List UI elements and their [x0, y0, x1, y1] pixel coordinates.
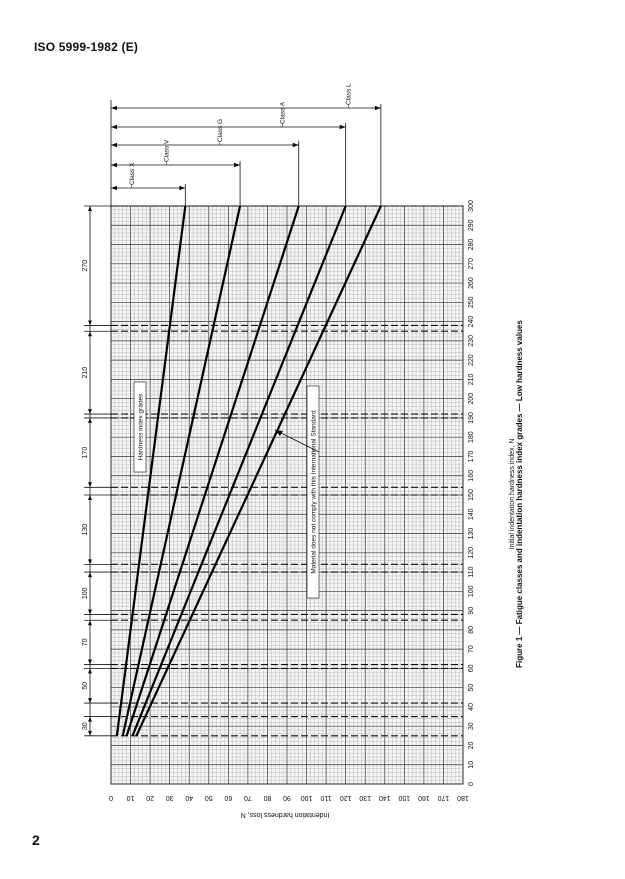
arrowhead — [88, 660, 92, 665]
y-tick-label: 50 — [204, 794, 213, 801]
x-tick-label: 300 — [468, 200, 475, 212]
x-tick-label: 280 — [468, 238, 475, 251]
x-tick-label: 10 — [468, 760, 475, 769]
arrowhead — [293, 143, 299, 147]
y-axis-label: Indentation hardness loss, N — [240, 811, 330, 818]
arrowhead — [88, 206, 92, 211]
y-tick-label: 30 — [165, 794, 174, 801]
arrowhead — [88, 559, 92, 564]
page-number: 2 — [32, 832, 40, 848]
y-tick-label: 120 — [339, 794, 352, 801]
arrowhead — [88, 698, 92, 703]
figure-caption: Figure 1 — Fatigue classes and indentation hardness index grades — Low hardness values — [515, 320, 524, 668]
x-tick-label: 0 — [468, 782, 475, 786]
y-tick-label: 90 — [283, 794, 291, 801]
x-tick-label: 210 — [468, 373, 475, 386]
x-tick-label: 60 — [468, 664, 475, 673]
y-tick-label: 70 — [243, 794, 252, 801]
x-tick-label: 230 — [468, 335, 475, 347]
x-tick-label: 20 — [468, 741, 475, 750]
arrowhead — [88, 717, 92, 722]
y-tick-label: 130 — [359, 794, 372, 801]
hardness-grades-label: Hardness index grades — [137, 393, 145, 461]
x-axis-label: Initial indentation hardness index, N — [509, 438, 516, 550]
class-label: Class L — [345, 83, 353, 105]
x-tick-label: 250 — [468, 296, 475, 309]
x-tick-label: 80 — [468, 625, 475, 634]
x-tick-label: 270 — [468, 257, 475, 270]
x-tick-label: 240 — [468, 315, 475, 328]
x-tick-label: 30 — [468, 722, 475, 731]
x-tick-label: 180 — [468, 431, 475, 444]
x-tick-label: 190 — [468, 412, 475, 424]
x-tick-label: 120 — [468, 546, 475, 559]
arrowhead — [111, 106, 117, 110]
y-tick-label: 80 — [263, 794, 272, 801]
x-tick-label: 100 — [468, 585, 475, 598]
y-tick-label: 60 — [224, 794, 233, 801]
x-tick-label: 40 — [468, 703, 475, 711]
arrowhead — [234, 163, 240, 167]
class-label: Class G — [216, 118, 224, 142]
arrowhead — [179, 186, 185, 190]
arrowhead — [88, 482, 92, 487]
arrowhead — [88, 609, 92, 614]
y-tick-label: 20 — [146, 794, 155, 801]
arrowhead — [88, 418, 92, 423]
arrowhead — [88, 620, 92, 625]
arrowhead — [88, 731, 92, 736]
class-dimension-brackets — [111, 83, 381, 206]
arrowhead — [340, 125, 346, 129]
arrowhead — [111, 163, 117, 167]
x-tick-label: 130 — [468, 527, 475, 540]
y-tick-label: 140 — [378, 794, 391, 801]
arrowhead — [88, 331, 92, 336]
document-header: ISO 5999-1982 (E) — [34, 40, 139, 54]
x-tick-label: 170 — [468, 450, 475, 463]
x-tick-label: 150 — [468, 489, 475, 501]
non-compliance-label: Material does not comply with this International Standard — [310, 410, 318, 574]
arrowhead — [375, 106, 381, 110]
x-tick-label: 200 — [468, 392, 475, 405]
grade-label: 210 — [82, 366, 89, 379]
class-label: Class V — [163, 139, 171, 162]
arrowhead — [88, 495, 92, 500]
arrowhead — [88, 409, 92, 414]
grade-dimension-brackets — [82, 206, 111, 736]
y-tick-label: 10 — [126, 794, 135, 801]
grade-label: 100 — [82, 587, 89, 600]
x-tick-label: 50 — [468, 683, 475, 692]
grade-label: 170 — [82, 446, 89, 459]
x-tick-label: 110 — [468, 566, 475, 578]
arrowhead — [111, 186, 117, 190]
x-tick-label: 160 — [468, 469, 475, 482]
grade-label: 50 — [82, 681, 89, 690]
x-tick-label: 90 — [468, 606, 475, 615]
x-tick-label: 290 — [468, 219, 475, 232]
x-tick-label: 260 — [468, 277, 475, 289]
class-label: Class X — [128, 162, 136, 185]
class-label: Class A — [279, 101, 287, 124]
arrowhead — [111, 143, 117, 147]
grade-label: 270 — [82, 259, 89, 272]
arrowhead — [88, 668, 92, 673]
x-tick-label: 70 — [468, 645, 475, 654]
y-tick-label: 0 — [109, 794, 113, 801]
arrowhead — [111, 125, 117, 129]
arrowhead — [88, 320, 92, 325]
grade-label: 130 — [82, 523, 89, 536]
arrowhead — [88, 572, 92, 577]
y-tick-label: 170 — [437, 794, 450, 801]
y-tick-label: 110 — [320, 794, 332, 801]
y-tick-label: 40 — [185, 794, 194, 801]
x-tick-label: 220 — [468, 354, 475, 366]
x-tick-label: 140 — [468, 508, 475, 521]
y-tick-label: 180 — [457, 794, 469, 801]
grade-label: 30 — [82, 722, 89, 731]
grade-label: 70 — [82, 638, 89, 647]
y-tick-label: 150 — [398, 794, 411, 801]
y-tick-label: 100 — [300, 794, 313, 801]
y-tick-label: 160 — [418, 794, 430, 801]
hardness-grades-label-box — [134, 382, 146, 472]
